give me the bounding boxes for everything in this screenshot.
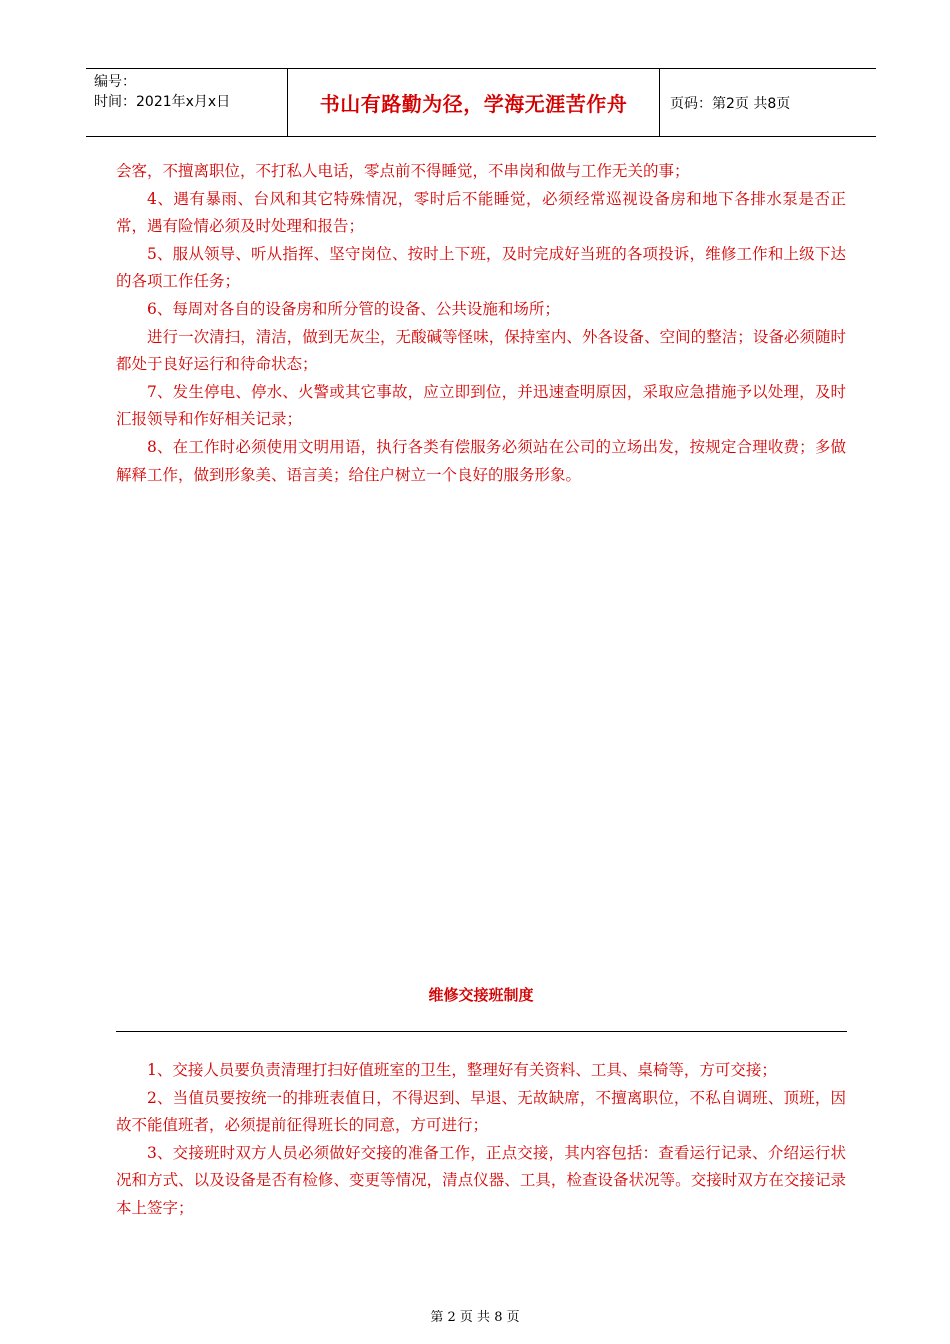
paragraph: 7、发生停电、停水、火警或其它事故，应立即到位，并迅速查明原因，采取应急措施予以处理，及时汇报领导和作好相关记录； <box>116 382 846 429</box>
section-divider <box>116 1031 847 1032</box>
header-motto: 书山有路勤为径，学海无涯苦作舟 <box>287 69 660 136</box>
document-number-label: 编号： <box>94 74 136 90</box>
paragraph: 6、每周对各自的设备房和所分管的设备、公共设施和场所； <box>147 299 560 318</box>
paragraph: 5、服从领导、听从指挥、坚守岗位、按时上下班，及时完成好当班的各项投诉，维修工作和上级下达的各项工作任务； <box>116 244 846 291</box>
page-footer: 第 2 页 共 8 页 <box>430 1310 520 1325</box>
paragraph: 4、遇有暴雨、台风和其它特殊情况，零时后不能睡觉，必须经常巡视设备房和地下各排水泵是否正常，遇有险情必须及时处理和报告； <box>116 189 846 236</box>
duties-text-block <box>116 158 846 489</box>
paragraph: 8、在工作时必须使用文明用语，执行各类有偿服务必须站在公司的立场出发，按规定合理收费；多做解释工作，做到形象美、语言美；给住户树立一个良好的服务形象。 <box>116 437 846 484</box>
paragraph: 2、当值员要按统一的排班表值日，不得迟到、早退、无故缺席，不擅离职位，不私自调班、顶班，因故不能值班者，必须提前征得班长的同意，方可进行； <box>116 1088 846 1135</box>
paragraph: 3、交接班时双方人员必须做好交接的准备工作，正点交接，其内容包括：查看运行记录、介绍运行状况和方式、以及设备是否有检修、变更等情况，清点仪器、工具，检查设备状况等。交接时双方在交接记录本上签字； <box>116 1143 846 1217</box>
section-title: 维修交接班制度 <box>428 986 534 1004</box>
paragraph: 1、交接人员要负责清理打扫好值班室的卫生，整理好有关资料、工具、桌椅等，方可交接； <box>147 1061 777 1079</box>
paragraph: 会客，不擅离职位，不打私人电话，零点前不得睡觉，不串岗和做与工作无关的事； <box>116 162 690 180</box>
paragraph: 进行一次清扫，清洁，做到无灰尘，无酸碱等怪味，保持室内、外各设备、空间的整洁；设备必须随时都处于良好运行和待命状态； <box>116 327 846 374</box>
page-header <box>86 68 876 137</box>
document-time-label: 时间：2021年x月x日 <box>94 94 231 110</box>
header-meta <box>86 69 287 136</box>
handover-text-block <box>116 1057 846 1223</box>
header-page-info: 页码：第2页 共8页 <box>670 95 791 112</box>
